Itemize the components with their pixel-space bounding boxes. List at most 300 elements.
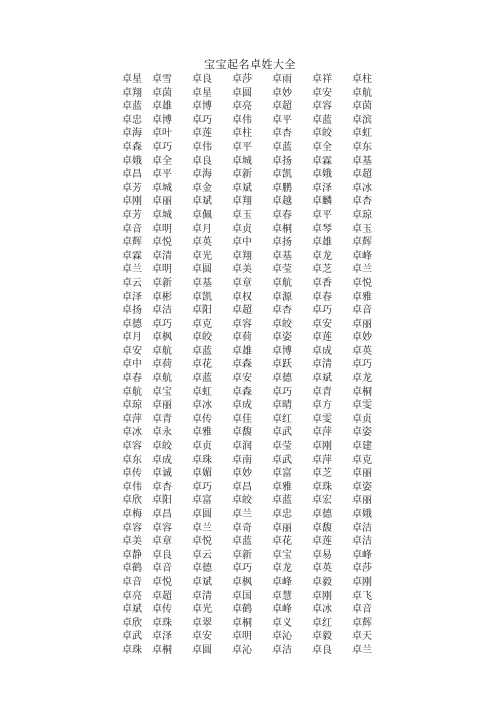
name-cell: 卓雪 bbox=[152, 74, 172, 85]
name-cell: 卓斌 bbox=[192, 196, 212, 208]
name-cell: 卓霖 bbox=[312, 155, 332, 167]
table-row bbox=[122, 590, 392, 604]
name-cell: 卓富 bbox=[192, 495, 212, 507]
name-cell: 卓基 bbox=[272, 250, 292, 262]
name-cell: 卓天 bbox=[352, 631, 372, 643]
name-cell: 卓星 bbox=[122, 74, 142, 85]
name-cell: 卓城 bbox=[232, 155, 252, 167]
name-cell: 卓姿 bbox=[272, 332, 292, 344]
name-cell: 卓良 bbox=[192, 74, 212, 85]
name-cell: 卓义 bbox=[272, 617, 292, 629]
name-cell: 卓春 bbox=[122, 373, 142, 385]
name-cell: 卓洁 bbox=[352, 522, 372, 534]
name-cell: 卓佳 bbox=[232, 413, 252, 425]
name-cell: 卓桐 bbox=[152, 644, 172, 656]
name-cell: 卓花 bbox=[272, 536, 292, 548]
table-row bbox=[122, 399, 392, 413]
name-cell: 卓月 bbox=[122, 332, 142, 344]
name-cell: 卓悦 bbox=[152, 576, 172, 588]
name-cell: 卓中 bbox=[122, 359, 142, 371]
name-cell: 卓兰 bbox=[232, 509, 252, 520]
name-cell: 卓巧 bbox=[192, 481, 212, 493]
name-cell: 卓全 bbox=[152, 155, 172, 167]
table-row bbox=[122, 168, 392, 182]
name-cell: 卓容 bbox=[122, 522, 142, 534]
name-cell: 卓莲 bbox=[312, 332, 332, 344]
name-cell: 卓霖 bbox=[122, 250, 142, 262]
name-cell: 卓兰 bbox=[352, 264, 372, 276]
name-cell: 卓萍 bbox=[312, 427, 332, 439]
name-cell: 卓传 bbox=[192, 413, 212, 425]
page-title: 宝宝起名卓姓大全 bbox=[204, 58, 296, 71]
name-cell: 卓青 bbox=[152, 413, 172, 425]
name-cell: 卓峰 bbox=[272, 576, 292, 588]
name-cell: 卓越 bbox=[272, 196, 292, 208]
name-cell: 卓静 bbox=[122, 549, 142, 561]
name-cell: 卓兰 bbox=[352, 644, 372, 656]
name-cell: 卓麟 bbox=[312, 196, 332, 208]
name-cell: 卓光 bbox=[192, 250, 212, 262]
name-cell: 卓莎 bbox=[232, 74, 252, 85]
name-cell: 卓博 bbox=[272, 345, 292, 357]
table-row bbox=[122, 617, 392, 631]
table-row bbox=[122, 522, 392, 536]
name-cell: 卓蓝 bbox=[312, 114, 332, 126]
name-cell: 卓新 bbox=[152, 277, 172, 289]
name-cell: 卓亮 bbox=[232, 101, 252, 113]
name-cell: 卓德 bbox=[192, 563, 212, 575]
name-cell: 卓清 bbox=[312, 359, 332, 371]
name-cell: 卓斌 bbox=[312, 373, 332, 385]
name-cell: 卓传 bbox=[122, 468, 142, 480]
name-cell: 卓欣 bbox=[122, 495, 142, 507]
name-cell: 卓萍 bbox=[312, 454, 332, 466]
name-cell: 卓茵 bbox=[152, 87, 172, 99]
name-cell: 卓全 bbox=[312, 141, 332, 153]
name-cell: 卓毅 bbox=[312, 631, 332, 643]
name-cell: 卓巧 bbox=[152, 141, 172, 153]
name-cell: 卓刚 bbox=[312, 441, 332, 453]
name-cell: 卓刚 bbox=[122, 196, 142, 208]
name-cell: 卓东 bbox=[352, 141, 372, 153]
name-cell: 卓章 bbox=[232, 277, 252, 289]
name-cell: 卓明 bbox=[152, 223, 172, 235]
name-cell: 卓克 bbox=[192, 318, 212, 330]
name-cell: 卓武 bbox=[272, 427, 292, 439]
name-cell: 卓东 bbox=[122, 454, 142, 466]
name-cell: 卓宏 bbox=[312, 495, 332, 507]
name-cell: 卓安 bbox=[122, 345, 142, 357]
name-cell: 卓扬 bbox=[272, 155, 292, 167]
name-cell: 卓音 bbox=[352, 305, 372, 317]
name-cell: 卓基 bbox=[352, 155, 372, 167]
name-cell: 卓武 bbox=[122, 631, 142, 643]
name-cell: 卓城 bbox=[152, 182, 172, 194]
table-row bbox=[122, 291, 392, 305]
name-cell: 卓姿 bbox=[352, 481, 372, 493]
name-cell: 卓莲 bbox=[192, 128, 212, 140]
name-cell: 卓丽 bbox=[352, 318, 372, 330]
name-cell: 卓皎 bbox=[232, 495, 252, 507]
name-cell: 卓月 bbox=[192, 223, 212, 235]
table-row bbox=[122, 223, 392, 237]
table-row bbox=[122, 535, 392, 549]
table-row bbox=[122, 277, 392, 291]
name-cell: 卓滨 bbox=[352, 114, 372, 126]
name-cell: 卓刚 bbox=[312, 590, 332, 602]
name-cell: 卓祥 bbox=[312, 74, 332, 85]
name-cell: 卓杏 bbox=[272, 128, 292, 140]
name-cell: 卓良 bbox=[152, 549, 172, 561]
name-cell: 卓芳 bbox=[122, 182, 142, 194]
name-cell: 卓刚 bbox=[352, 576, 372, 588]
name-cell: 卓成 bbox=[152, 454, 172, 466]
name-cell: 卓基 bbox=[192, 277, 212, 289]
name-cell: 卓航 bbox=[152, 373, 172, 385]
name-cell: 卓妙 bbox=[352, 332, 372, 344]
name-cell: 卓海 bbox=[122, 128, 142, 140]
name-cell: 卓贞 bbox=[352, 413, 372, 425]
table-row bbox=[122, 114, 392, 128]
name-cell: 卓新 bbox=[232, 549, 252, 561]
name-cell: 卓忠 bbox=[122, 114, 142, 126]
name-cell: 卓翠 bbox=[192, 617, 212, 629]
name-cell: 卓蓝 bbox=[192, 345, 212, 357]
name-cell: 卓蓝 bbox=[232, 536, 252, 548]
table-row bbox=[122, 345, 392, 359]
table-row bbox=[122, 263, 392, 277]
table-row bbox=[122, 358, 392, 372]
name-cell: 卓清 bbox=[192, 590, 212, 602]
name-cell: 卓永 bbox=[152, 427, 172, 439]
name-cell: 卓昌 bbox=[122, 169, 142, 181]
name-cell: 卓鹤 bbox=[232, 604, 252, 616]
name-cell: 卓鹏 bbox=[272, 182, 292, 194]
name-cell: 卓清 bbox=[152, 250, 172, 262]
name-cell: 卓蓝 bbox=[272, 495, 292, 507]
table-row bbox=[122, 73, 392, 87]
name-cell: 卓阳 bbox=[152, 495, 172, 507]
name-cell: 卓凯 bbox=[272, 169, 292, 181]
name-cell: 卓平 bbox=[312, 209, 332, 221]
name-cell: 卓安 bbox=[312, 318, 332, 330]
table-row bbox=[122, 576, 392, 590]
table-row bbox=[122, 562, 392, 576]
name-cell: 卓平 bbox=[152, 169, 172, 181]
table-row bbox=[122, 155, 392, 169]
name-cell: 卓斌 bbox=[192, 576, 212, 588]
table-row bbox=[122, 644, 392, 658]
name-cell: 卓枫 bbox=[232, 576, 252, 588]
name-cell: 卓虹 bbox=[192, 386, 212, 398]
name-cell: 卓飞 bbox=[352, 590, 372, 602]
name-cell: 卓丽 bbox=[152, 400, 172, 412]
name-cell: 卓虹 bbox=[352, 128, 372, 140]
name-cell: 卓宝 bbox=[152, 386, 172, 398]
name-cell: 卓英 bbox=[312, 563, 332, 575]
name-cell: 卓桐 bbox=[272, 223, 292, 235]
name-cell: 卓皎 bbox=[272, 318, 292, 330]
name-cell: 卓南 bbox=[232, 454, 252, 466]
name-cell: 卓红 bbox=[272, 413, 292, 425]
name-cell: 卓莹 bbox=[272, 264, 292, 276]
name-cell: 卓媚 bbox=[192, 468, 212, 480]
name-cell: 卓娥 bbox=[312, 169, 332, 181]
name-cell: 卓洁 bbox=[352, 536, 372, 548]
name-cell: 卓容 bbox=[232, 318, 252, 330]
name-cell: 卓娥 bbox=[122, 155, 142, 167]
name-cell: 卓超 bbox=[352, 169, 372, 181]
name-cell: 卓巧 bbox=[352, 359, 372, 371]
name-cell: 卓明 bbox=[232, 631, 252, 643]
name-cell: 卓翔 bbox=[232, 250, 252, 262]
table-row bbox=[122, 494, 392, 508]
name-cell: 卓雄 bbox=[152, 101, 172, 113]
name-cell: 卓良 bbox=[312, 644, 332, 656]
table-row bbox=[122, 467, 392, 481]
name-cell: 卓云 bbox=[192, 549, 212, 561]
name-cell: 卓武 bbox=[272, 454, 292, 466]
name-cell: 卓良 bbox=[192, 155, 212, 167]
name-cell: 卓安 bbox=[232, 373, 252, 385]
name-cell: 卓音 bbox=[152, 563, 172, 575]
table-row bbox=[122, 250, 392, 264]
table-row bbox=[122, 630, 392, 644]
name-cell: 卓云 bbox=[122, 277, 142, 289]
name-cell: 卓琼 bbox=[352, 209, 372, 221]
name-cell: 卓平 bbox=[272, 114, 292, 126]
name-cell: 卓冰 bbox=[312, 604, 332, 616]
name-cell: 卓容 bbox=[122, 441, 142, 453]
name-cell: 卓龙 bbox=[352, 373, 372, 385]
name-cell: 卓美 bbox=[122, 536, 142, 548]
name-cell: 卓娥 bbox=[352, 509, 372, 520]
name-cell: 卓安 bbox=[312, 87, 332, 99]
name-cell: 卓桐 bbox=[352, 386, 372, 398]
names-table bbox=[122, 73, 392, 658]
name-cell: 卓圆 bbox=[232, 87, 252, 99]
name-cell: 卓贞 bbox=[232, 223, 252, 235]
name-cell: 卓兰 bbox=[192, 522, 212, 534]
name-cell: 卓丽 bbox=[352, 468, 372, 480]
name-cell: 卓妙 bbox=[232, 468, 252, 480]
name-cell: 卓芳 bbox=[122, 209, 142, 221]
name-cell: 卓翔 bbox=[232, 196, 252, 208]
name-cell: 卓柱 bbox=[352, 74, 372, 85]
name-cell: 卓珠 bbox=[312, 481, 332, 493]
name-cell: 卓珠 bbox=[152, 617, 172, 629]
name-cell: 卓春 bbox=[272, 209, 292, 221]
table-row bbox=[122, 454, 392, 468]
name-cell: 卓翔 bbox=[122, 87, 142, 99]
name-cell: 卓安 bbox=[192, 631, 212, 643]
name-cell: 卓丽 bbox=[352, 495, 372, 507]
table-row bbox=[122, 413, 392, 427]
name-cell: 卓润 bbox=[232, 441, 252, 453]
name-cell: 卓森 bbox=[232, 359, 252, 371]
name-cell: 卓权 bbox=[232, 291, 252, 303]
name-cell: 卓泽 bbox=[122, 291, 142, 303]
name-cell: 卓辉 bbox=[352, 617, 372, 629]
name-cell: 卓克 bbox=[352, 454, 372, 466]
name-cell: 卓森 bbox=[122, 141, 142, 153]
name-cell: 卓巧 bbox=[192, 114, 212, 126]
name-cell: 卓亮 bbox=[122, 590, 142, 602]
name-cell: 卓冰 bbox=[192, 400, 212, 412]
name-cell: 卓洁 bbox=[152, 305, 172, 317]
name-cell: 卓航 bbox=[352, 87, 372, 99]
name-cell: 卓光 bbox=[192, 604, 212, 616]
name-cell: 卓斌 bbox=[122, 604, 142, 616]
name-cell: 卓兰 bbox=[122, 264, 142, 276]
table-row bbox=[122, 100, 392, 114]
name-cell: 卓龙 bbox=[312, 250, 332, 262]
name-cell: 卓妙 bbox=[272, 87, 292, 99]
name-cell: 卓超 bbox=[232, 305, 252, 317]
name-cell: 卓皎 bbox=[152, 441, 172, 453]
name-cell: 卓星 bbox=[192, 87, 212, 99]
name-cell: 卓雯 bbox=[352, 400, 372, 412]
name-cell: 卓芝 bbox=[312, 264, 332, 276]
name-cell: 卓德 bbox=[312, 509, 332, 520]
name-cell: 卓香 bbox=[312, 277, 332, 289]
name-cell: 卓玉 bbox=[232, 209, 252, 221]
name-cell: 卓成 bbox=[312, 345, 332, 357]
name-cell: 卓斌 bbox=[232, 182, 252, 194]
name-cell: 卓梅 bbox=[122, 509, 142, 520]
name-cell: 卓冰 bbox=[122, 427, 142, 439]
name-cell: 卓跃 bbox=[272, 359, 292, 371]
name-cell: 卓贞 bbox=[192, 441, 212, 453]
name-cell: 卓音 bbox=[122, 223, 142, 235]
name-cell: 卓沁 bbox=[232, 644, 252, 656]
name-cell: 卓昌 bbox=[232, 481, 252, 493]
name-cell: 卓姿 bbox=[352, 427, 372, 439]
name-cell: 卓雯 bbox=[312, 413, 332, 425]
name-cell: 卓奇 bbox=[232, 522, 252, 534]
name-cell: 卓雅 bbox=[352, 291, 372, 303]
name-cell: 卓琼 bbox=[122, 400, 142, 412]
name-cell: 卓国 bbox=[232, 590, 252, 602]
name-cell: 卓成 bbox=[232, 400, 252, 412]
table-row bbox=[122, 87, 392, 101]
name-cell: 卓宝 bbox=[272, 549, 292, 561]
name-cell: 卓皎 bbox=[192, 332, 212, 344]
name-cell: 卓洁 bbox=[272, 644, 292, 656]
name-cell: 卓芝 bbox=[312, 468, 332, 480]
table-row bbox=[122, 182, 392, 196]
table-row bbox=[122, 549, 392, 563]
name-cell: 卓蓝 bbox=[272, 141, 292, 153]
name-cell: 卓馥 bbox=[312, 522, 332, 534]
name-cell: 卓德 bbox=[272, 373, 292, 385]
name-cell: 卓金 bbox=[192, 182, 212, 194]
name-cell: 卓航 bbox=[152, 345, 172, 357]
name-cell: 卓德 bbox=[122, 318, 142, 330]
name-cell: 卓峰 bbox=[352, 549, 372, 561]
name-cell: 卓萍 bbox=[122, 413, 142, 425]
name-cell: 卓皎 bbox=[312, 128, 332, 140]
table-row bbox=[122, 440, 392, 454]
name-cell: 卓晴 bbox=[272, 400, 292, 412]
name-cell: 卓圆 bbox=[192, 264, 212, 276]
name-cell: 卓博 bbox=[192, 101, 212, 113]
name-cell: 卓英 bbox=[352, 345, 372, 357]
table-row bbox=[122, 372, 392, 386]
name-cell: 卓泽 bbox=[312, 182, 332, 194]
name-cell: 卓伟 bbox=[122, 481, 142, 493]
name-cell: 卓音 bbox=[352, 604, 372, 616]
name-cell: 卓平 bbox=[232, 141, 252, 153]
name-cell: 卓欣 bbox=[122, 617, 142, 629]
name-cell: 卓超 bbox=[272, 101, 292, 113]
name-cell: 卓伟 bbox=[192, 141, 212, 153]
name-cell: 卓美 bbox=[232, 264, 252, 276]
name-cell: 卓建 bbox=[352, 441, 372, 453]
name-cell: 卓珠 bbox=[192, 454, 212, 466]
name-cell: 卓丽 bbox=[152, 196, 172, 208]
name-cell: 卓悦 bbox=[352, 277, 372, 289]
name-cell: 卓圆 bbox=[192, 644, 212, 656]
name-cell: 卓玉 bbox=[352, 223, 372, 235]
table-row bbox=[122, 481, 392, 495]
name-cell: 卓巧 bbox=[152, 318, 172, 330]
name-cell: 卓航 bbox=[272, 277, 292, 289]
name-cell: 卓鹤 bbox=[122, 563, 142, 575]
name-cell: 卓毅 bbox=[312, 576, 332, 588]
table-row bbox=[122, 426, 392, 440]
table-row bbox=[122, 304, 392, 318]
name-cell: 卓青 bbox=[312, 386, 332, 398]
name-cell: 卓琴 bbox=[312, 223, 332, 235]
name-cell: 卓杏 bbox=[272, 305, 292, 317]
name-cell: 卓海 bbox=[192, 169, 212, 181]
name-cell: 卓莲 bbox=[312, 536, 332, 548]
name-cell: 卓圆 bbox=[192, 509, 212, 520]
name-cell: 卓丽 bbox=[272, 522, 292, 534]
name-cell: 卓巧 bbox=[232, 563, 252, 575]
name-cell: 卓沁 bbox=[272, 631, 292, 643]
name-cell: 卓悦 bbox=[152, 237, 172, 249]
name-cell: 卓慧 bbox=[272, 590, 292, 602]
table-row bbox=[122, 508, 392, 522]
name-cell: 卓容 bbox=[152, 522, 172, 534]
name-cell: 卓超 bbox=[152, 590, 172, 602]
name-cell: 卓叶 bbox=[152, 128, 172, 140]
name-cell: 卓辉 bbox=[352, 237, 372, 249]
name-cell: 卓辉 bbox=[122, 237, 142, 249]
name-cell: 卓春 bbox=[312, 291, 332, 303]
name-cell: 卓博 bbox=[152, 114, 172, 126]
table-row bbox=[122, 127, 392, 141]
table-row bbox=[122, 603, 392, 617]
names-table-body bbox=[122, 73, 392, 658]
name-cell: 卓茵 bbox=[352, 101, 372, 113]
name-cell: 卓蓝 bbox=[192, 373, 212, 385]
name-cell: 卓雅 bbox=[272, 481, 292, 493]
name-cell: 卓英 bbox=[192, 237, 212, 249]
name-cell: 卓诚 bbox=[152, 468, 172, 480]
name-cell: 卓雅 bbox=[192, 427, 212, 439]
name-cell: 卓扬 bbox=[122, 305, 142, 317]
name-cell: 卓方 bbox=[312, 400, 332, 412]
name-cell: 卓城 bbox=[152, 209, 172, 221]
name-cell: 卓荷 bbox=[152, 359, 172, 371]
name-cell: 卓莹 bbox=[272, 441, 292, 453]
name-cell: 卓泽 bbox=[152, 631, 172, 643]
name-cell: 卓扬 bbox=[272, 237, 292, 249]
name-cell: 卓柱 bbox=[232, 128, 252, 140]
